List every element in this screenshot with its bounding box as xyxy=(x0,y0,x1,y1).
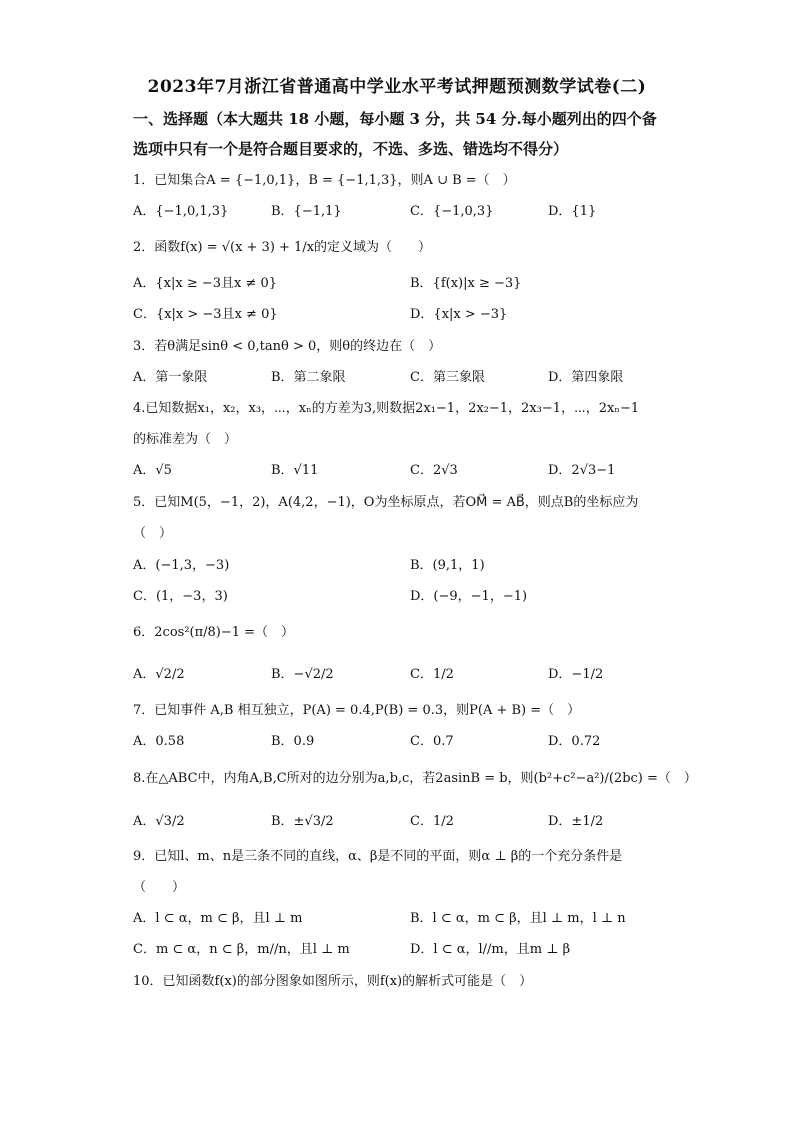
question-8-stem: 8.在△ABC中，内角A,B,C所对的边分别为a,b,c，若2asinB = b，则(b²+c²−a²)/(2bc) =（ ） xyxy=(133,771,697,786)
q5-option-d: D．(−9，−1，−1) xyxy=(410,589,528,604)
q4-option-a: A．√5 xyxy=(133,463,172,478)
question-5-stem: 5．已知M(5，−1，2)，A(4,2，−1)，O为坐标原点，若OM⃗ = AB⃗，则点B的坐标应为 xyxy=(133,495,639,510)
q2-option-a: A．{x|x ≥ −3且x ≠ 0} xyxy=(133,276,278,291)
q6-option-c: C．1/2 xyxy=(410,667,454,682)
q1-option-a: A．{−1,0,1,3} xyxy=(133,204,229,219)
q5-option-b: B．(9,1，1) xyxy=(410,558,485,573)
q7-option-d: D．0.72 xyxy=(548,734,601,749)
q3-option-d: D．第四象限 xyxy=(548,370,624,385)
q3-option-b: B．第二象限 xyxy=(271,370,346,385)
q7-option-a: A．0.58 xyxy=(133,734,185,749)
question-9-stem: 9．已知l、m、n是三条不同的直线，α、β是不同的平面，则α ⊥ β的一个充分条件是 xyxy=(133,849,623,864)
question-10-stem: 10．已知函数f(x)的部分图象如图所示，则f(x)的解析式可能是（ ） xyxy=(133,974,533,989)
exam-title: 2023年7月浙江省普通高中学业水平考试押题预测数学试卷(二) xyxy=(147,77,647,97)
q4-option-b: B．√11 xyxy=(271,463,319,478)
q2-option-d: D．{x|x > −3} xyxy=(410,307,508,322)
q9-option-c: C．m ⊂ α，n ⊂ β，m//n，且l ⊥ m xyxy=(133,942,350,957)
question-3-stem: 3．若θ满足sinθ < 0,tanθ > 0，则θ的终边在（ ） xyxy=(133,339,442,354)
section-heading-line1: 一、选择题（本大题共 18 小题，每小题 3 分，共 54 分.每小题列出的四个备 xyxy=(133,110,657,128)
q3-option-a: A．第一象限 xyxy=(133,370,208,385)
question-5-stem-cont: （ ） xyxy=(133,526,173,541)
q6-option-a: A．√2/2 xyxy=(133,667,185,682)
question-1-stem: 1．已知集合A = {−1,0,1}，B = {−1,1,3}，则A ∪ B =（ ） xyxy=(133,173,516,188)
q9-option-a: A．l ⊂ α，m ⊂ β，且l ⊥ m xyxy=(133,911,303,926)
q3-option-c: C．第三象限 xyxy=(410,370,485,385)
q8-option-b: B．±√3/2 xyxy=(271,814,334,829)
q4-option-c: C．2√3 xyxy=(410,463,458,478)
question-7-stem: 7．已知事件 A,B 相互独立，P(A) = 0.4,P(B) = 0.3，则P(A + B) =（ ） xyxy=(133,703,581,718)
section-heading-line2: 选项中只有一个是符合题目要求的，不选、多选、错选均不得分） xyxy=(133,140,569,158)
question-4-stem-cont: 的标准差为（ ） xyxy=(133,432,238,447)
q9-option-d: D．l ⊂ α，l//m，且m ⊥ β xyxy=(410,942,571,957)
q2-option-b: B．{f(x)|x ≥ −3} xyxy=(410,276,522,291)
q5-option-c: C．(1，−3，3) xyxy=(133,589,228,604)
q5-option-a: A．(−1,3，−3) xyxy=(133,558,230,573)
q8-option-c: C．1/2 xyxy=(410,814,454,829)
section-heading xyxy=(133,104,673,164)
q1-option-d: D．{1} xyxy=(548,204,597,219)
question-9-stem-cont: （ ） xyxy=(133,880,186,895)
q9-option-b: B．l ⊂ α，m ⊂ β，且l ⊥ m，l ⊥ n xyxy=(410,911,626,926)
q6-option-b: B．−√2/2 xyxy=(271,667,334,682)
q1-option-c: C．{−1,0,3} xyxy=(410,204,494,219)
q7-option-c: C．0.7 xyxy=(410,734,454,749)
question-2-stem: 2．函数f(x) = √(x + 3) + 1/x的定义域为（ ） xyxy=(133,240,432,255)
q8-option-a: A．√3/2 xyxy=(133,814,185,829)
question-6-stem: 6．2cos²(π/8)−1 =（ ） xyxy=(133,625,295,640)
question-4-stem: 4.已知数据x₁，x₂，x₃，⋯，xₙ的方差为3,则数据2x₁−1，2x₂−1，2x₃−1，⋯，2xₙ−1 xyxy=(133,401,640,416)
q6-option-d: D．−1/2 xyxy=(548,667,604,682)
q2-option-c: C．{x|x > −3且x ≠ 0} xyxy=(133,307,278,322)
q7-option-b: B．0.9 xyxy=(271,734,315,749)
q1-option-b: B．{−1,1} xyxy=(271,204,342,219)
q4-option-d: D．2√3−1 xyxy=(548,463,616,478)
q8-option-d: D．±1/2 xyxy=(548,814,604,829)
